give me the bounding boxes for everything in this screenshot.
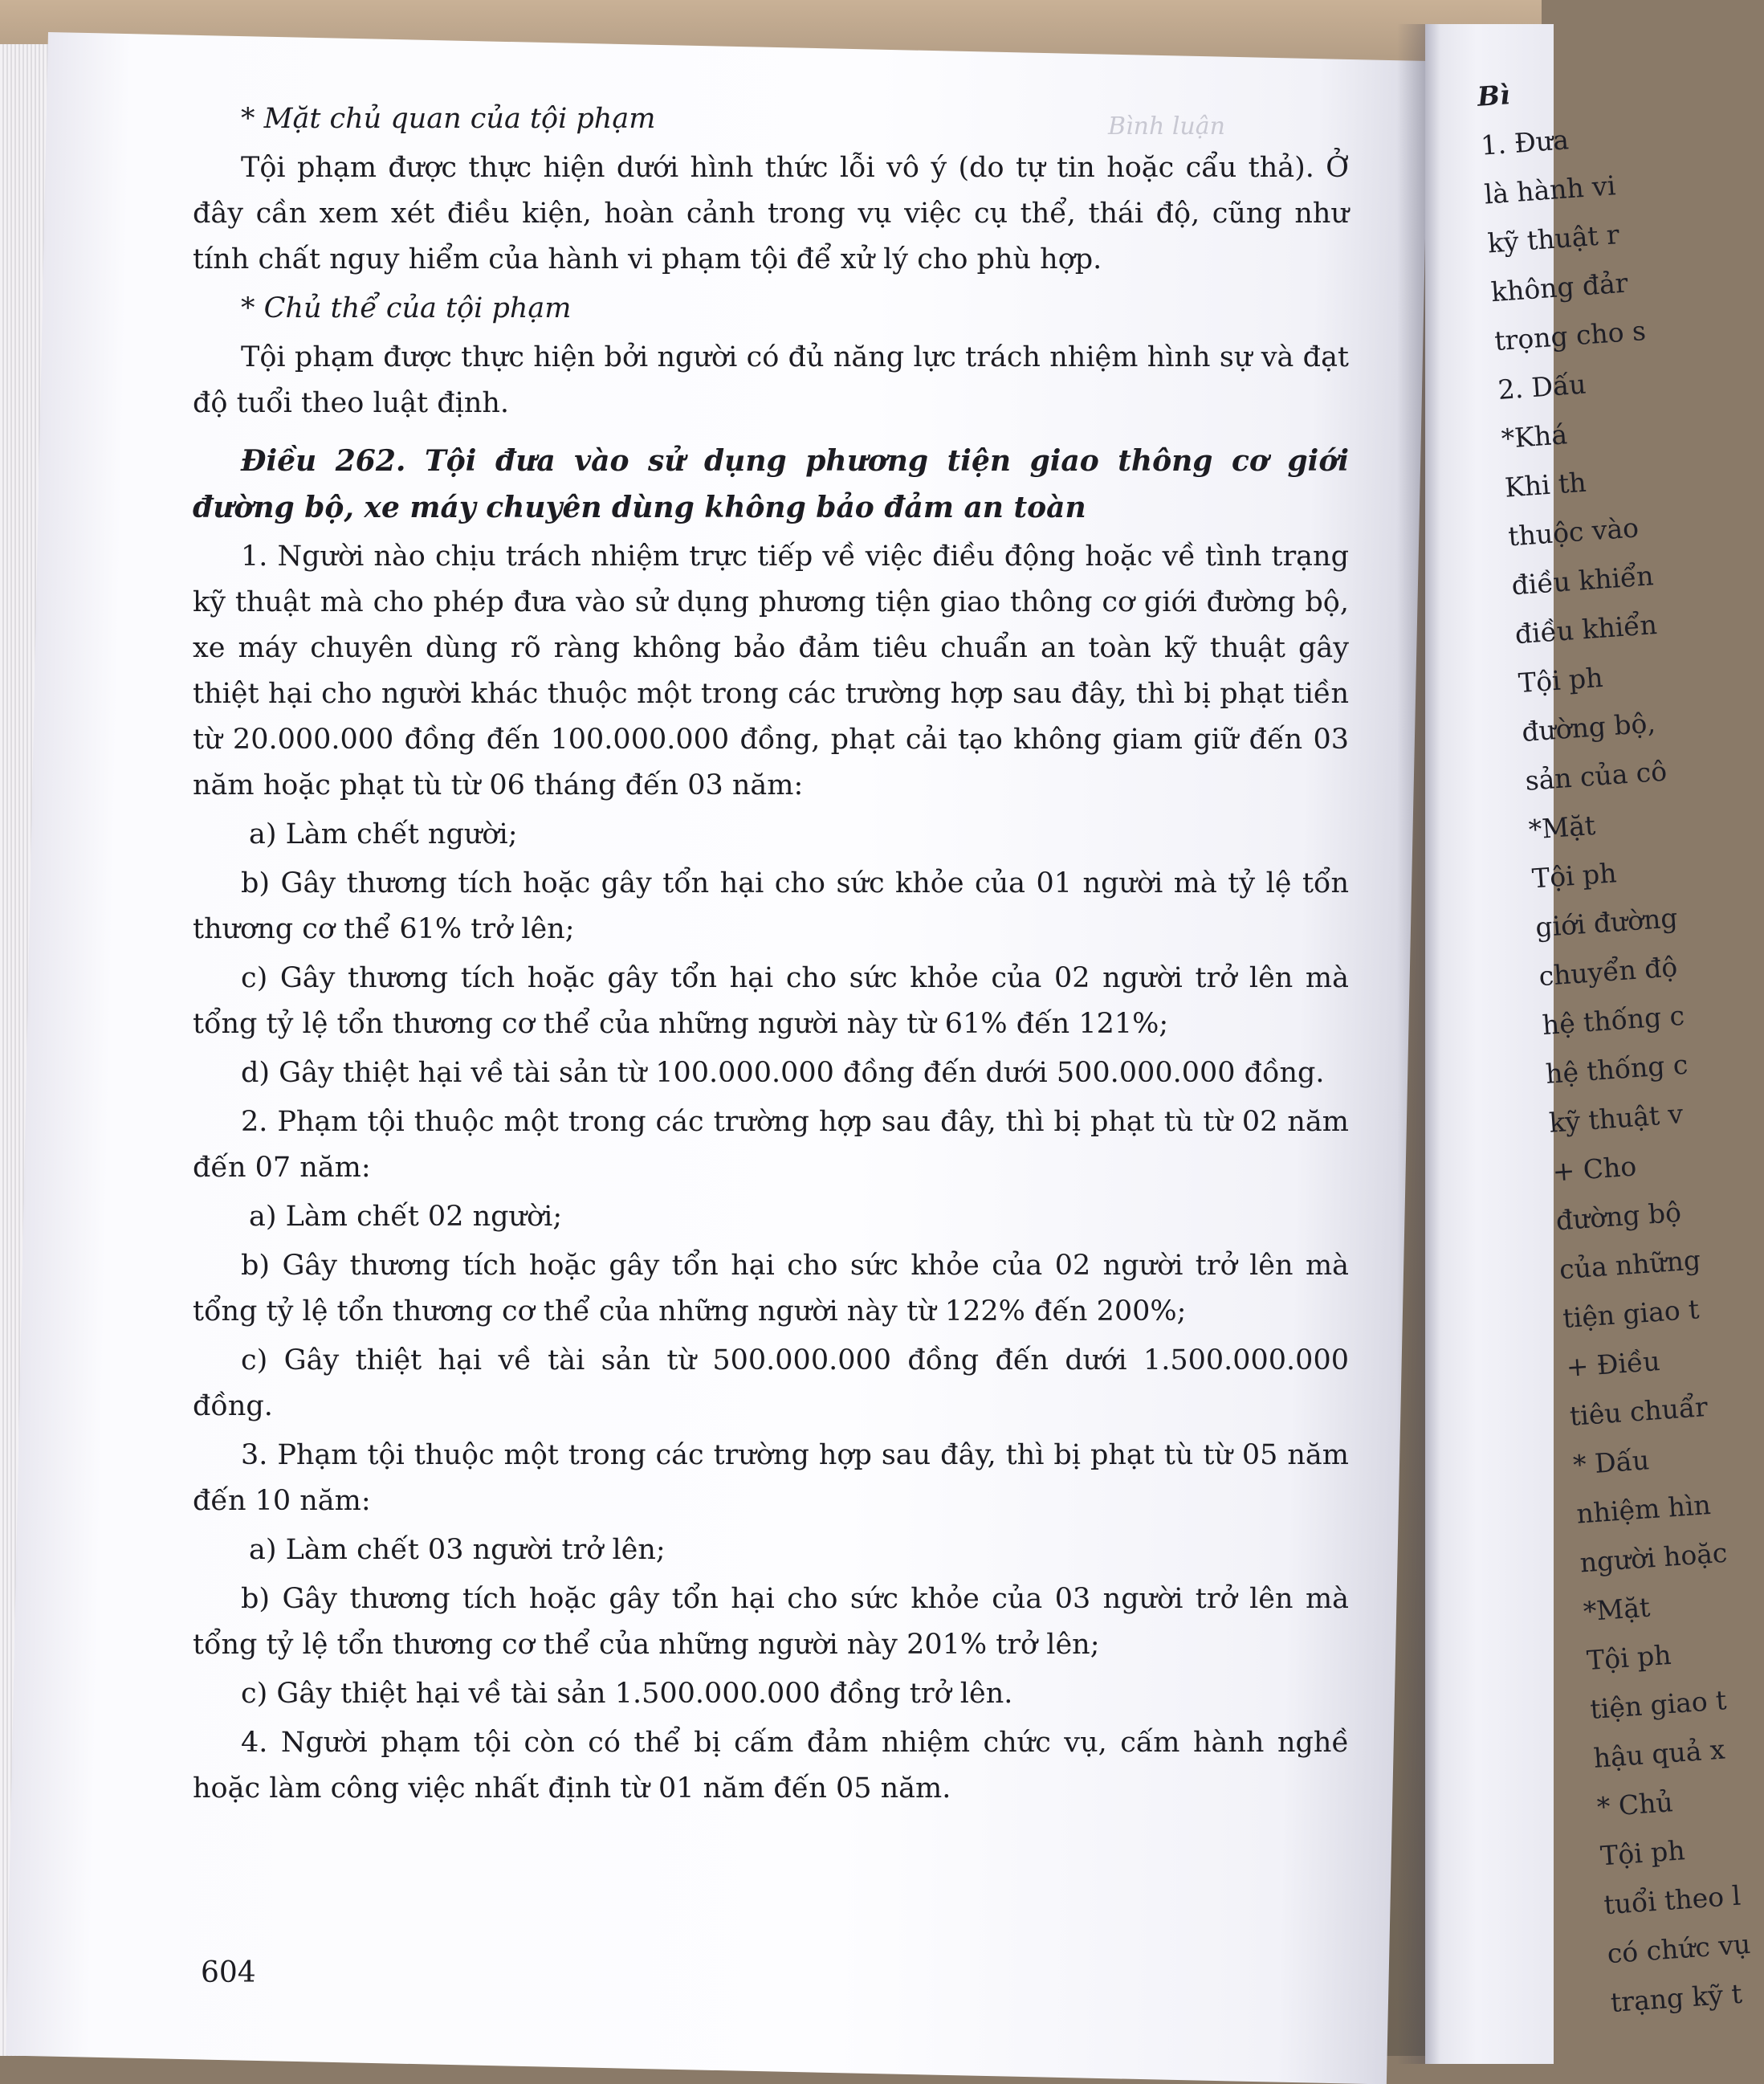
next-page-line: 2. Dấu [1497, 368, 1587, 406]
next-page-line: hệ thống c [1541, 999, 1686, 1042]
next-page-line: có chức vụ [1606, 1927, 1752, 1970]
next-page-line: Tội ph [1517, 661, 1604, 699]
paragraph: b) Gây thương tích hoặc gây tổn hại cho sức khỏe của 01 người mà tỷ lệ tổn thương cơ thể 61% trở lên; [193, 867, 1349, 945]
next-page-line: nhiệm hìn [1575, 1488, 1712, 1530]
bleed-through-header: Bình luận [1108, 112, 1225, 141]
intro-section [193, 96, 1349, 426]
next-page-line: trọng cho s [1493, 315, 1648, 357]
next-page-line: đường bộ, [1521, 707, 1657, 748]
list-item: a) Làm chết 02 người; [249, 1201, 563, 1233]
list-item: a) Làm chết người; [249, 818, 518, 850]
next-page-line: tiện giao t [1562, 1293, 1701, 1335]
paragraph: d) Gây thiệt hại về tài sản từ 100.000.000 đồng đến dưới 500.000.000 đồng. [241, 1057, 1325, 1089]
next-page-line: điều khiển [1510, 560, 1655, 602]
next-page-line: + Cho [1551, 1150, 1638, 1188]
paragraph: b) Gây thương tích hoặc gây tổn hại cho sức khỏe của 03 người trở lên mà tổng tỷ lệ tổn thương cơ thể của những người này 201% trở lên; [193, 1583, 1349, 1661]
next-page-line: *Mặt [1582, 1591, 1652, 1628]
next-page-line: chuyển độ [1538, 951, 1679, 993]
next-page-line: hậu quả x [1592, 1733, 1726, 1774]
next-page-line: là hành vi [1483, 169, 1617, 210]
next-page-line: Tội ph [1530, 857, 1618, 895]
paragraph: 3. Phạm tội thuộc một trong các trường hợp sau đây, thì bị phạt tù từ 05 năm đến 10 năm: [193, 1439, 1349, 1517]
paragraph: 2. Phạm tội thuộc một trong các trường hợp sau đây, thì bị phạt tù từ 02 năm đến 07 năm: [193, 1106, 1349, 1184]
next-page-line: *Khá [1500, 418, 1569, 455]
paragraph: c) Gây thương tích hoặc gây tổn hại cho sức khỏe của 02 người trở lên mà tổng tỷ lệ tổn thương cơ thể của những người này từ 61% đến 121%; [193, 962, 1349, 1040]
next-page-line: kỹ thuật r [1486, 218, 1620, 259]
next-page-line: kỹ thuật v [1548, 1098, 1685, 1139]
next-page-line: tiêu chuẩr [1568, 1390, 1709, 1432]
paragraph: c) Gây thiệt hại về tài sản từ 500.000.000 đồng đến dưới 1.500.000.000 đồng. [193, 1344, 1349, 1422]
next-page-line: điều khiển [1513, 608, 1658, 650]
next-page-line: Khi th [1503, 466, 1587, 504]
article-clauses [193, 534, 1349, 1812]
next-page-line: không đảr [1489, 267, 1629, 308]
next-page-line: hệ thống c [1544, 1048, 1689, 1090]
next-page-line: sản của cô [1524, 755, 1668, 797]
section-subheading: * Mặt chủ quan của tội phạm [241, 103, 656, 135]
next-page-line: *Mặt [1527, 809, 1597, 846]
paragraph: Tội phạm được thực hiện bởi người có đủ năng lực trách nhiệm hình sự và đạt độ tuổi theo luật định. [193, 341, 1349, 419]
next-page-line: 1. Đưa [1480, 124, 1570, 161]
next-page-line: của những [1558, 1244, 1702, 1286]
next-page-line: * Dấu [1571, 1444, 1651, 1481]
next-page-line: đường bộ [1554, 1196, 1683, 1237]
next-page-line: + Điều [1565, 1344, 1661, 1384]
next-page-line: Bì [1476, 79, 1511, 112]
next-page-line: thuộc vào [1507, 512, 1640, 553]
next-page-line: người hoặc [1579, 1536, 1729, 1579]
next-page-line: Tội ph [1585, 1638, 1672, 1677]
paragraph: c) Gây thiệt hại về tài sản 1.500.000.000 đồng trở lên. [241, 1678, 1013, 1710]
section-subheading: * Chủ thể của tội phạm [241, 292, 572, 324]
next-page-line: * Chủ [1595, 1786, 1674, 1823]
next-page-line: tiện giao t [1589, 1684, 1728, 1725]
paragraph: 1. Người nào chịu trách nhiệm trực tiếp về việc điều động hoặc về tình trạng kỹ thuật mà cho phép đưa vào sử dụng phương tiện giao thông cơ giới đường bộ, xe máy chuyên dùng rõ ràng không bảo đảm tiêu chuẩn an toàn kỹ thuật gây thiệt hại cho người khác thuộc một trong các trường hợp sau đây, thì bị phạt tiền từ 20.000.000 đồng đến 100.000.000 đồng, phạt cải tạo không giam giữ đến 03 năm hoặc phạt tù từ 06 tháng đến 03 năm: [193, 540, 1349, 801]
next-page-line: Tội ph [1599, 1834, 1686, 1872]
next-page-line: tuổi theo l [1603, 1879, 1742, 1921]
page-content [193, 96, 1349, 1815]
paragraph: b) Gây thương tích hoặc gây tổn hại cho sức khỏe của 02 người trở lên mà tổng tỷ lệ tổn thương cơ thể của những người này từ 122% đến 200%; [193, 1250, 1349, 1327]
next-page-line: trạng kỹ t [1609, 1977, 1744, 2019]
list-item: a) Làm chết 03 người trở lên; [249, 1534, 666, 1566]
paragraph: 4. Người phạm tội còn có thể bị cấm đảm nhiệm chức vụ, cấm hành nghề hoặc làm công việc nhất định từ 01 năm đến 05 năm. [193, 1727, 1349, 1805]
page-number: 604 [201, 1956, 256, 1989]
paragraph: Tội phạm được thực hiện dưới hình thức lỗi vô ý (do tự tin hoặc cẩu thả). Ở đây cần xem xét điều kiện, hoàn cảnh trong vụ việc cụ thể, thái độ, cũng như tính chất nguy hiểm của hành vi phạm tội để xử lý cho phù hợp. [193, 152, 1349, 275]
article-title: Điều 262. Tội đưa vào sử dụng phương tiện giao thông cơ giới đường bộ, xe máy chuyên dùng không bảo đảm an toàn [193, 444, 1349, 524]
next-page-line: giới đường [1534, 902, 1679, 944]
